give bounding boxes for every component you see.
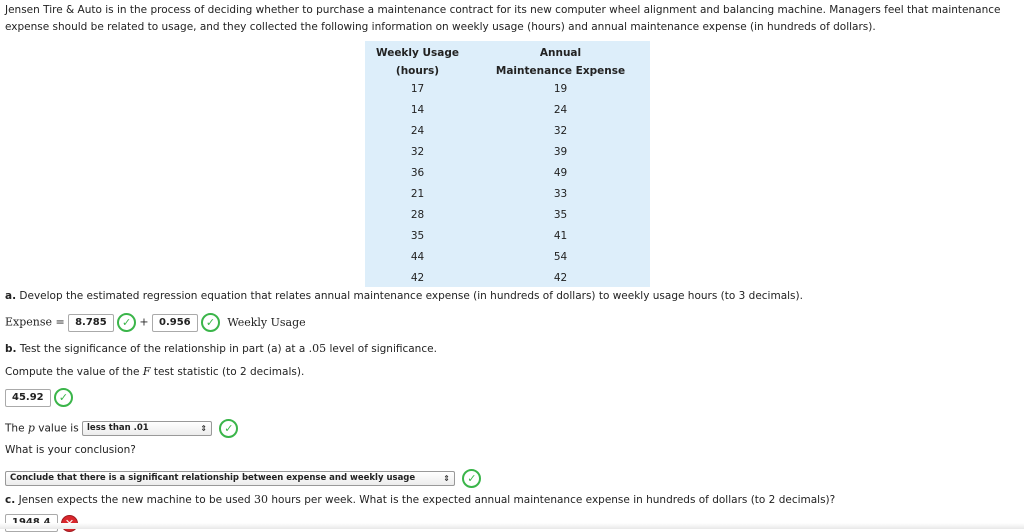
intercept-input[interactable]: 8.785 — [68, 314, 114, 332]
p-label-start: The — [5, 422, 25, 435]
hours-value: 30 — [254, 493, 269, 506]
f-stat-input[interactable]: 45.92 — [5, 389, 51, 407]
check-icon: ✓ — [54, 388, 73, 407]
select-arrow-icon: ⇕ — [200, 424, 208, 433]
usage-cell: 14 — [410, 104, 425, 116]
equation-rhs: Weekly Usage — [227, 315, 306, 329]
expense-cell: 39 — [553, 146, 568, 158]
p-value-row — [5, 419, 238, 438]
expense-cell: 42 — [553, 272, 568, 284]
data-table — [365, 41, 650, 287]
part-c-text-end: hours per week. What is the expected annual maintenance expense in hundreds of dollars (to 2 decimals)? — [271, 494, 836, 506]
table-row — [365, 142, 650, 163]
p-value-select[interactable] — [82, 421, 212, 436]
problem-intro: Jensen Tire & Auto is in the process of deciding whether to purchase a maintenance contract for its new computer wheel alignment and balancing machine. Managers feel that maintenance expense should be related to usage, and they collected the following information on weekly usage (hours) and annual maintenance expense (in hundreds of dollars). — [5, 4, 1001, 33]
conclusion-row — [5, 469, 481, 488]
part-b-text-start: Test the significance of the relationship in part (a) at a — [19, 343, 306, 355]
part-c-question — [5, 493, 835, 506]
part-b-text-end: level of significance. — [329, 343, 437, 355]
table-row — [365, 268, 650, 289]
usage-cell: 35 — [410, 230, 425, 242]
select-arrow-icon: ⇕ — [443, 474, 450, 483]
expense-cell: 19 — [553, 83, 568, 95]
header-weekly-usage-line2: (hours) — [395, 65, 440, 77]
equation-plus: + — [139, 315, 149, 329]
usage-cell: 21 — [410, 188, 425, 200]
equation-lhs: Expense = — [5, 315, 65, 329]
usage-cell: 17 — [410, 83, 425, 95]
bottom-shadow — [0, 523, 1024, 529]
check-icon: ✓ — [117, 313, 136, 332]
part-b-question — [5, 342, 437, 355]
usage-cell: 42 — [410, 272, 425, 284]
expense-cell: 35 — [553, 209, 568, 221]
header-annual-expense — [483, 44, 638, 80]
check-icon: ✓ — [201, 313, 220, 332]
check-icon: ✓ — [219, 419, 238, 438]
f-answer-row — [5, 388, 73, 407]
usage-cell: 28 — [410, 209, 425, 221]
table-row — [365, 184, 650, 205]
conclusion-selected: Conclude that there is a significant relationship between expense and weekly usage — [10, 473, 416, 483]
usage-cell: 36 — [410, 167, 425, 179]
slope-input[interactable]: 0.956 — [152, 314, 198, 332]
header-annual-expense-line1: Annual — [539, 47, 582, 59]
f-prompt-start: Compute the value of the — [5, 366, 140, 378]
part-a-prefix: a. — [5, 290, 17, 302]
header-annual-expense-line2: Maintenance Expense — [495, 65, 626, 77]
p-label-end: value is — [38, 422, 79, 435]
part-a-question — [5, 290, 803, 302]
header-weekly-usage — [365, 44, 470, 80]
f-stat-prompt — [5, 365, 304, 378]
regression-equation — [5, 313, 306, 332]
f-prompt-end: test statistic (to 2 decimals). — [153, 366, 305, 378]
p-symbol: p — [27, 421, 35, 435]
table-row — [365, 226, 650, 247]
table-row — [365, 79, 650, 100]
part-c-text-start: Jensen expects the new machine to be used — [18, 494, 251, 506]
expense-cell: 49 — [553, 167, 568, 179]
p-value-selected: less than .01 — [87, 423, 149, 433]
table-row — [365, 205, 650, 226]
expense-cell: 41 — [553, 230, 568, 242]
table-row — [365, 100, 650, 121]
conclusion-question: What is your conclusion? — [5, 444, 136, 456]
part-c-prefix: c. — [5, 494, 16, 506]
usage-cell: 24 — [410, 125, 425, 137]
part-b-prefix: b. — [5, 343, 17, 355]
usage-cell: 32 — [410, 146, 425, 158]
expense-cell: 32 — [553, 125, 568, 137]
table-row — [365, 121, 650, 142]
expense-cell: 24 — [553, 104, 568, 116]
alpha-value: .05 — [308, 342, 327, 355]
usage-cell: 44 — [410, 251, 425, 263]
expense-cell: 33 — [553, 188, 568, 200]
expense-cell: 54 — [553, 251, 568, 263]
table-row — [365, 163, 650, 184]
part-a-text: Develop the estimated regression equation that relates annual maintenance expense (in hundreds of dollars) to weekly usage hours (to 3 decimals). — [19, 290, 803, 302]
header-weekly-usage-line1: Weekly Usage — [375, 47, 460, 59]
f-symbol: F — [142, 365, 151, 378]
check-icon: ✓ — [462, 469, 481, 488]
conclusion-select[interactable] — [5, 471, 455, 486]
table-row — [365, 247, 650, 268]
